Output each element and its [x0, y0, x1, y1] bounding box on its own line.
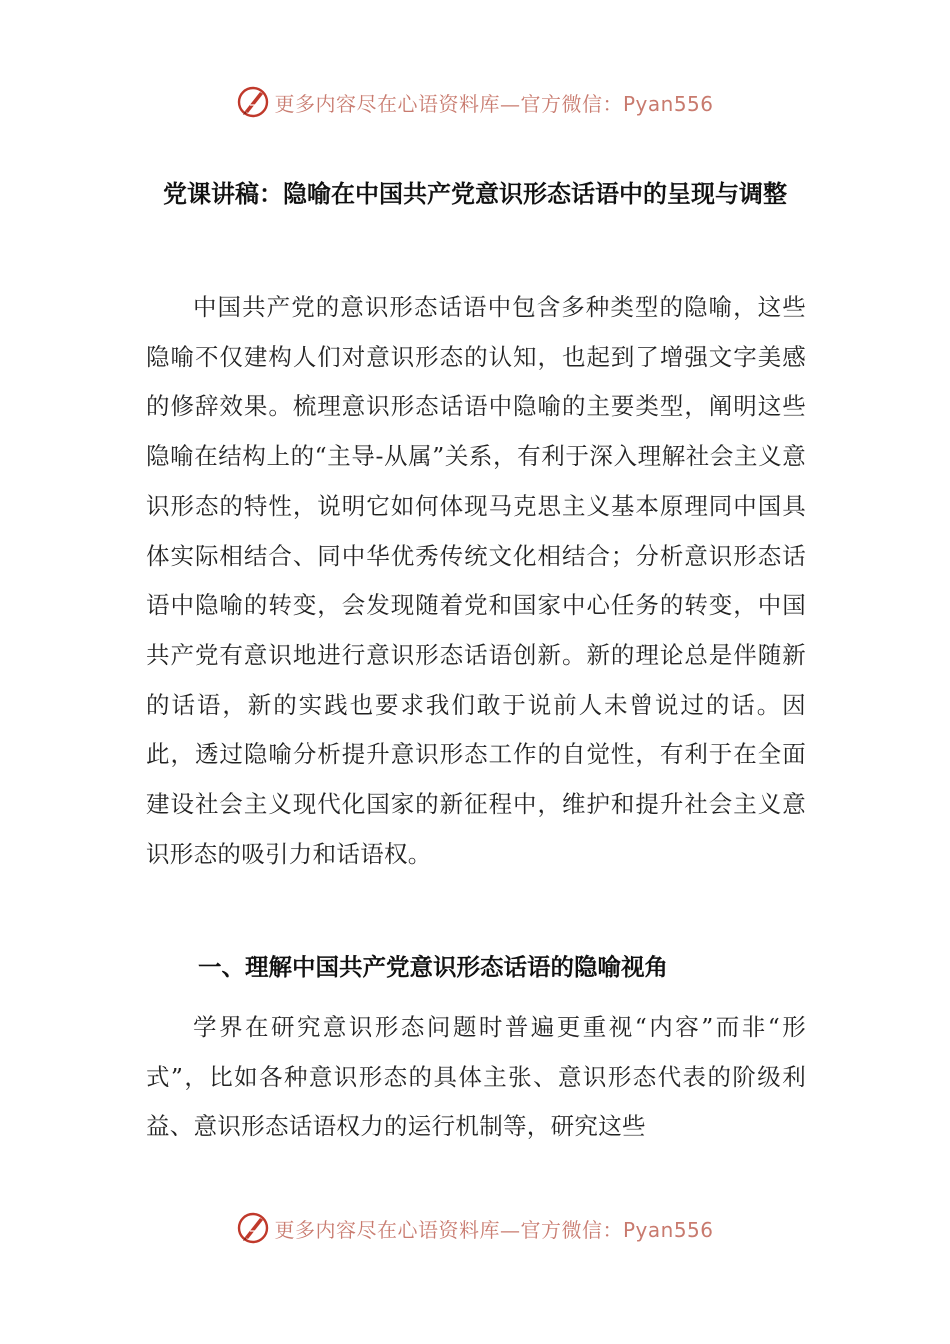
- document-title: 党课讲稿：隐喻在中国共产党意识形态话语中的呈现与调整: [163, 180, 787, 208]
- body-paragraph: 学界在研究意识形态问题时普遍更重视“内容”而非“形式”，比如各种意识形态的具体主张、意识形态代表的阶级利益、意识形态话语权力的运行机制等，研究这些: [146, 1013, 806, 1141]
- quill-pen-logo-icon: [236, 85, 270, 119]
- quill-pen-logo-icon: [236, 1211, 270, 1245]
- header-watermark-text: 更多内容尽在心语资料库—官方微信：Pyan556: [274, 91, 714, 116]
- header-watermark: [0, 82, 950, 122]
- section-heading: 一、理解中国共产党意识形态话语的隐喻视角: [198, 953, 668, 981]
- footer-watermark: [0, 1208, 950, 1248]
- body-paragraph: 中国共产党的意识形态话语中包含多种类型的隐喻，这些隐喻不仅建构人们对意识形态的认知，也起到了增强文字美感的修辞效果。梳理意识形态话语中隐喻的主要类型，阐明这些隐喻在结构上的“主导-从属”关系，有利于深入理解社会主义意识形态的特性，说明它如何体现马克思主义基本原理同中国具体实际相结合、同中华优秀传统文化相结合；分析意识形态话语中隐喻的转变，会发现随着党和国家中心任务的转变，中国共产党有意识地进行意识形态话语创新。新的理论总是伴随新的话语，新的实践也要求我们敢于说前人未曾说过的话。因此，透过隐喻分析提升意识形态工作的自觉性，有利于在全面建设社会主义现代化国家的新征程中，维护和提升社会主义意识形态的吸引力和话语权。: [146, 293, 806, 868]
- footer-watermark-text: 更多内容尽在心语资料库—官方微信：Pyan556: [274, 1217, 714, 1242]
